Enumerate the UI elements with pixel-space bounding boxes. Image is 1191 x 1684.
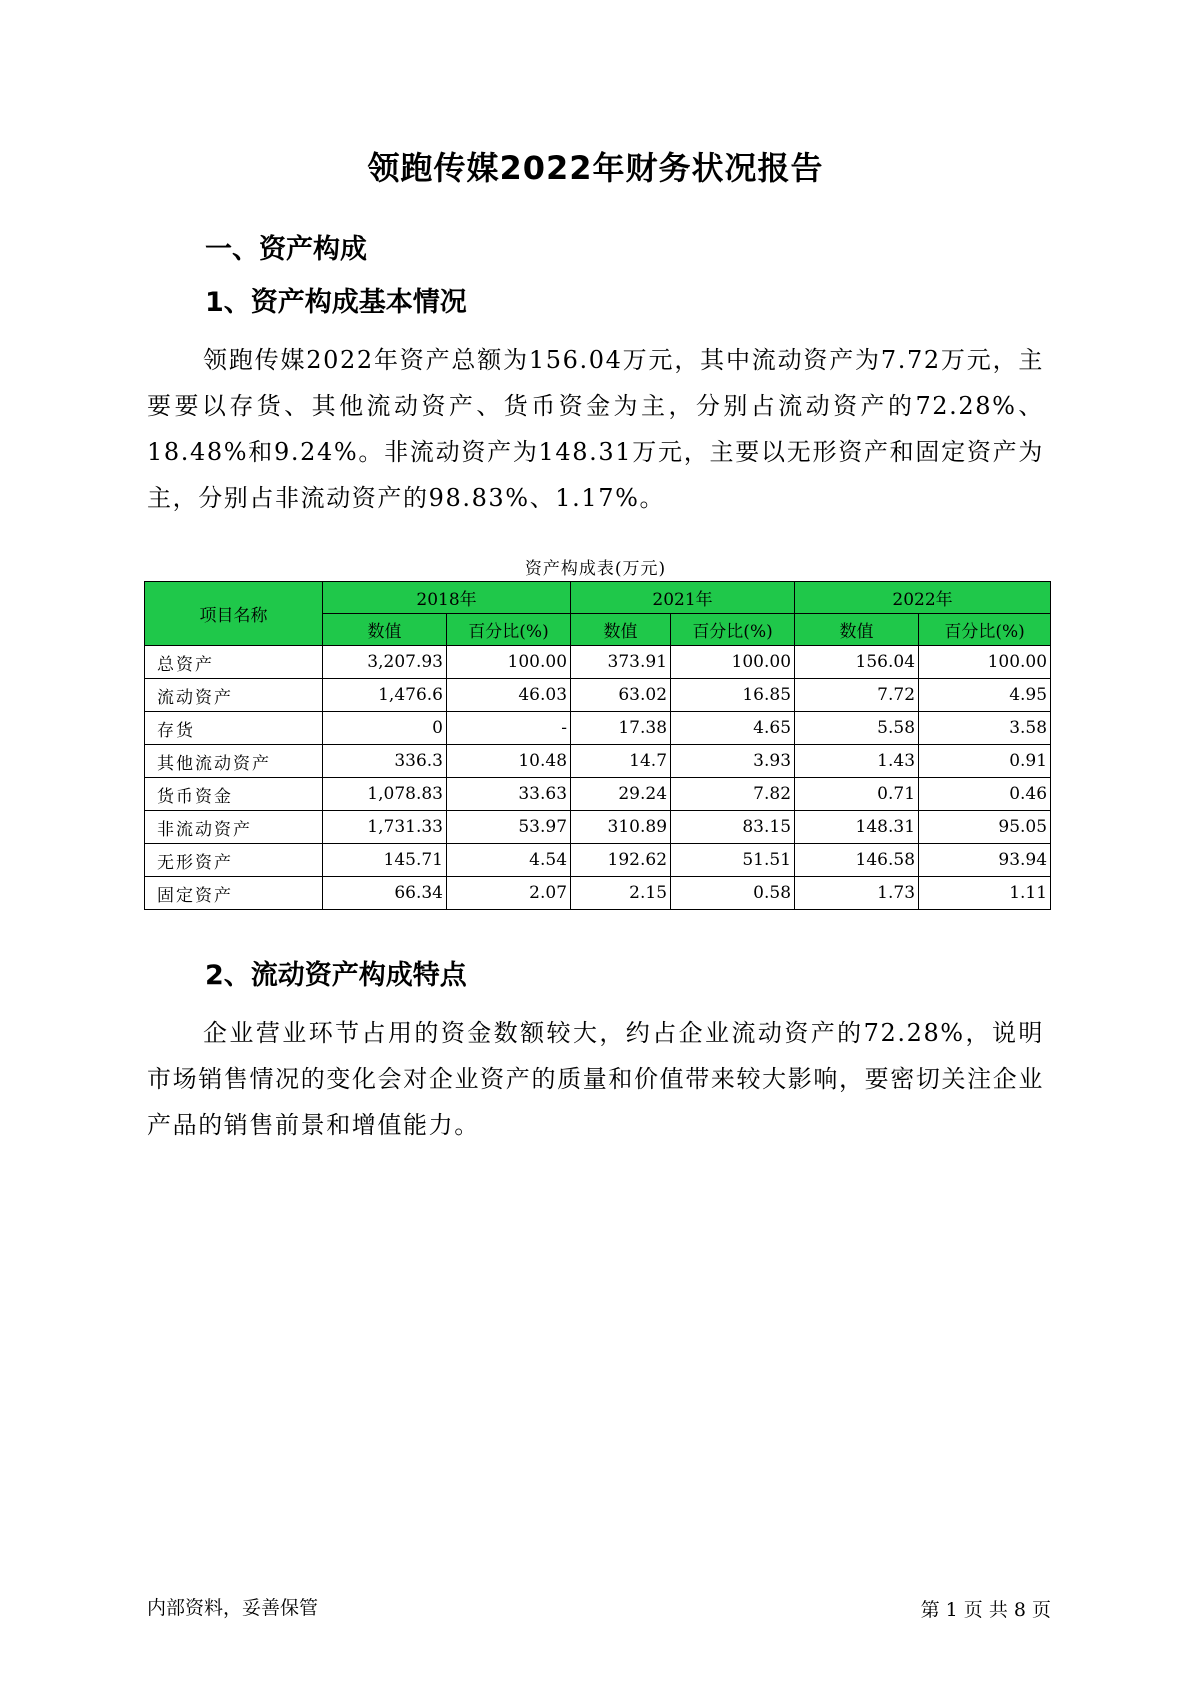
value-cell: 1.43 [795, 745, 919, 778]
percent-cell: 46.03 [447, 679, 571, 712]
percent-cell: 3.93 [671, 745, 795, 778]
value-cell: 7.72 [795, 679, 919, 712]
row-label: 货币资金 [145, 778, 323, 811]
value-cell: 0.71 [795, 778, 919, 811]
row-label: 存货 [145, 712, 323, 745]
percent-cell: 7.82 [671, 778, 795, 811]
percent-cell: 0.91 [919, 745, 1051, 778]
value-cell: 373.91 [571, 646, 671, 679]
value-header: 数值 [323, 614, 447, 646]
value-cell: 156.04 [795, 646, 919, 679]
value-cell: 66.34 [323, 877, 447, 910]
table-row [145, 745, 1051, 778]
value-cell: 14.7 [571, 745, 671, 778]
value-cell: 29.24 [571, 778, 671, 811]
percent-cell: 83.15 [671, 811, 795, 844]
value-cell: 1,476.6 [323, 679, 447, 712]
footer-page-number: 第 1 页 共 8 页 [920, 1599, 1051, 1621]
year-header: 2018年 [323, 582, 571, 614]
row-label: 总资产 [145, 646, 323, 679]
value-cell: 145.71 [323, 844, 447, 877]
percent-cell: 100.00 [447, 646, 571, 679]
percent-cell: 16.85 [671, 679, 795, 712]
value-cell: 146.58 [795, 844, 919, 877]
percent-cell: 4.65 [671, 712, 795, 745]
row-label: 无形资产 [145, 844, 323, 877]
percent-cell: 51.51 [671, 844, 795, 877]
value-cell: 63.02 [571, 679, 671, 712]
subsection-heading-current-assets: 2、流动资产构成特点 [205, 960, 467, 991]
percent-header: 百分比(%) [919, 614, 1051, 646]
row-label: 流动资产 [145, 679, 323, 712]
percent-cell: 3.58 [919, 712, 1051, 745]
table-row [145, 679, 1051, 712]
table-row [145, 844, 1051, 877]
page-title: 领跑传媒2022年财务状况报告 [367, 149, 824, 187]
percent-cell: 0.58 [671, 877, 795, 910]
percent-cell: 100.00 [671, 646, 795, 679]
value-cell: 2.15 [571, 877, 671, 910]
percent-cell: 10.48 [447, 745, 571, 778]
paragraph-asset-summary: 领跑传媒2022年资产总额为156.04万元，其中流动资产为7.72万元，主要要以存货、其他流动资产、货币资金为主，分别占流动资产的72.28%、18.48%和9.24%。非流动资产为148.31万元，主要以无形资产和固定资产为主，分别占非流动资产的98.83%、1.17%。 [147, 346, 1044, 512]
percent-cell: 33.63 [447, 778, 571, 811]
percent-cell: 4.54 [447, 844, 571, 877]
table-row [145, 778, 1051, 811]
value-cell: 148.31 [795, 811, 919, 844]
footer-confidential-note: 内部资料，妥善保管 [147, 1597, 319, 1619]
percent-cell: 100.00 [919, 646, 1051, 679]
value-cell: 0 [323, 712, 447, 745]
subsection-heading-basic: 1、资产构成基本情况 [205, 287, 467, 318]
percent-cell: 1.11 [919, 877, 1051, 910]
percent-cell: 93.94 [919, 844, 1051, 877]
item-name-header: 项目名称 [145, 582, 323, 646]
value-cell: 1,731.33 [323, 811, 447, 844]
row-label: 其他流动资产 [145, 745, 323, 778]
section-heading-assets: 一、资产构成 [205, 234, 367, 265]
percent-cell: 53.97 [447, 811, 571, 844]
value-cell: 5.58 [795, 712, 919, 745]
percent-header: 百分比(%) [671, 614, 795, 646]
year-header: 2022年 [795, 582, 1051, 614]
percent-cell: 2.07 [447, 877, 571, 910]
paragraph-current-assets: 企业营业环节占用的资金数额较大，约占企业流动资产的72.28%，说明市场销售情况的变化会对企业资产的质量和价值带来较大影响，要密切关注企业产品的销售前景和增值能力。 [147, 1019, 1044, 1139]
value-cell: 192.62 [571, 844, 671, 877]
table-row [145, 646, 1051, 679]
percent-cell: 4.95 [919, 679, 1051, 712]
table-header-row [145, 582, 1051, 614]
percent-cell: - [447, 712, 571, 745]
value-header: 数值 [795, 614, 919, 646]
value-cell: 1.73 [795, 877, 919, 910]
table-row [145, 712, 1051, 745]
value-cell: 17.38 [571, 712, 671, 745]
percent-cell: 95.05 [919, 811, 1051, 844]
value-header: 数值 [571, 614, 671, 646]
percent-header: 百分比(%) [447, 614, 571, 646]
table-row [145, 877, 1051, 910]
row-label: 固定资产 [145, 877, 323, 910]
value-cell: 3,207.93 [323, 646, 447, 679]
asset-composition-table [144, 581, 1051, 910]
value-cell: 310.89 [571, 811, 671, 844]
percent-cell: 0.46 [919, 778, 1051, 811]
value-cell: 1,078.83 [323, 778, 447, 811]
table-row [145, 811, 1051, 844]
table-caption: 资产构成表(万元) [524, 559, 667, 579]
row-label: 非流动资产 [145, 811, 323, 844]
value-cell: 336.3 [323, 745, 447, 778]
year-header: 2021年 [571, 582, 795, 614]
